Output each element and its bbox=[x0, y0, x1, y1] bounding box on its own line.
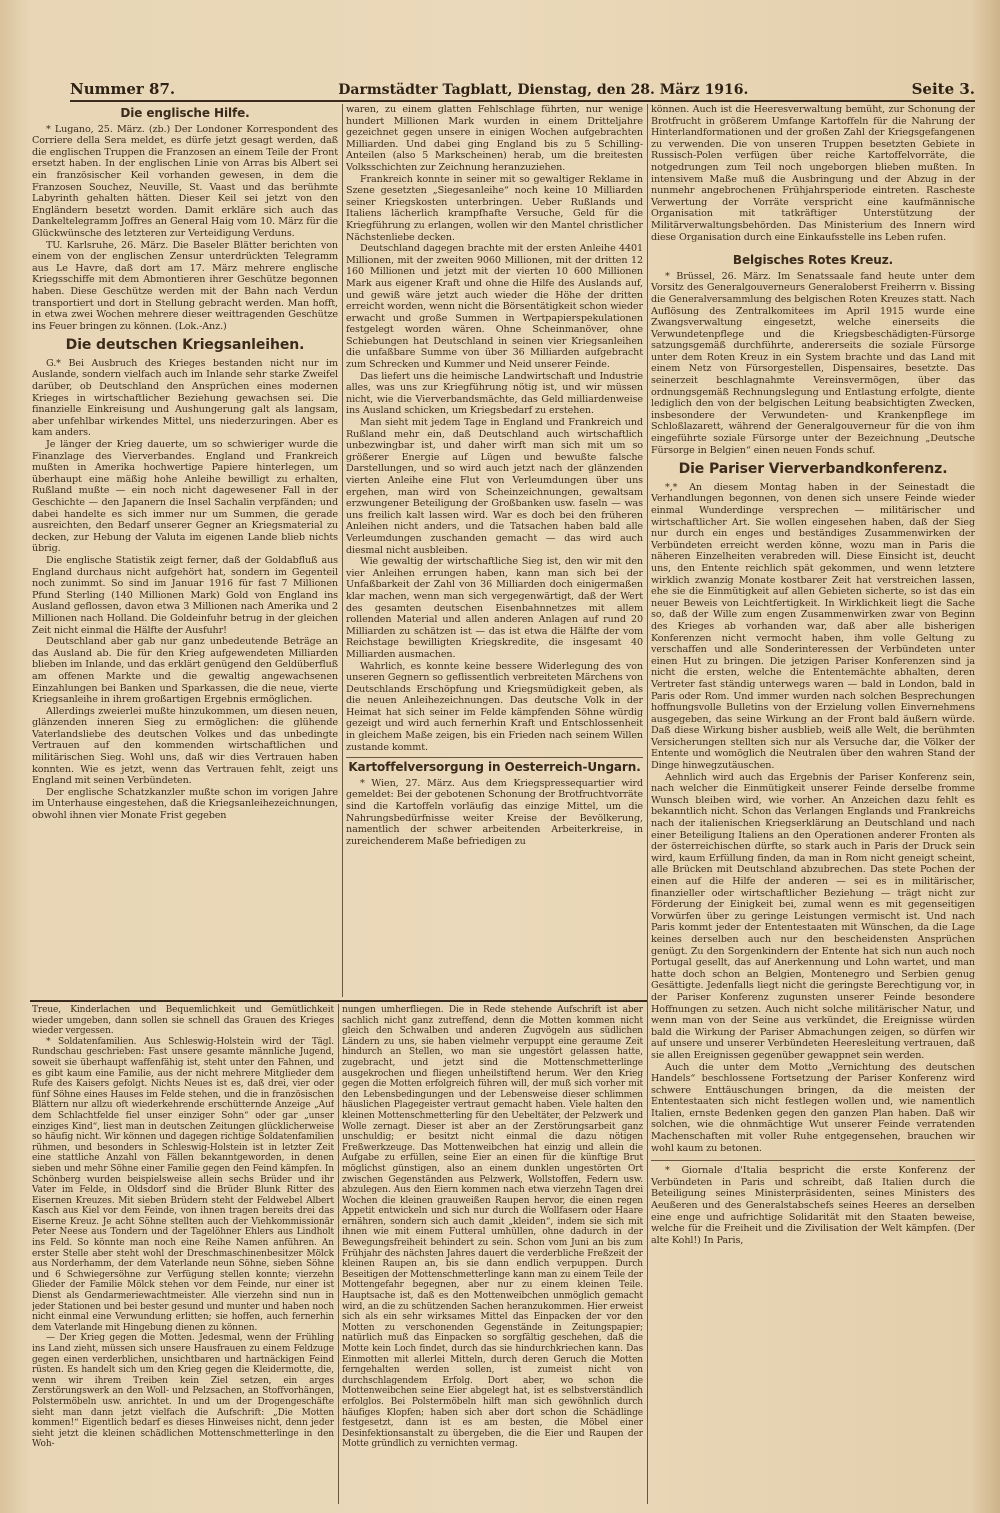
paragraph: Wie gewaltig der wirtschaftliche Sieg ist, den wir mit den vier Anleihen errungen haben, kann man sich bei der Unfaßbarkeit der Zahl von 36 Milliarden doch einigermaßen klar machen, wenn man sich vergegenwärtigt, daß der Wert des gesamten deutschen Eisenbahnnetzes mit allem rollenden Material und allen anderen Anlagen auf rund 20 Milliarden zu schätzen ist — das ist etwa die Hälfte der vom Reichstage bewilligten Kriegskredite, die insgesamt 40 Milliarden ausmachen. bbox=[346, 556, 643, 660]
paragraph: G.* Bei Ausbruch des Krieges bestanden nicht nur im Auslande, sondern vielfach auch im Inlande sehr starke Zweifel darüber, ob Deutschland den Ansprüchen eines modernen Krieges in wirtschaftlicher Beziehung gewachsen sei. Die finanzielle Einkreisung und Aushungerung galt als langsam, aber unfehlbar wirkendes Mittel, uns niederzuringen. Aber es kam anders. bbox=[32, 357, 338, 439]
column-3 bbox=[651, 104, 975, 1504]
paragraph: Wahrlich, es konnte keine bessere Widerlegung des von unseren Gegnern so geflissentlich verbreiteten Märchens von Deutschlands Erschöpfung und Kriegsmüdigkeit geben, als die neuen Anleihezeichnungen. Das deutsche Volk in der Heimat hat sich seiner im Felde kämpfenden Söhne würdig gezeigt und wird auch fernerhin Kraft und Entschlossenheit in gleichem Maße zeigen, bis ein Frieden nach seinem Willen zustande kommt. bbox=[346, 660, 643, 753]
article-english-help bbox=[32, 108, 338, 332]
article-war-loans bbox=[32, 337, 338, 822]
page-number: Seite 3. bbox=[911, 80, 975, 98]
paragraph: Deutschland dagegen brachte mit der ersten Anleihe 4401 Millionen, mit der zweiten 9060 Millionen, mit der dritten 12 160 Millionen und jetzt mit der vierten 10 600 Millionen Mark aus eigener Kraft und ohne die Hilfe des Auslands auf, und gewiß wäre jetzt auch wieder die Höhe der dritten erreicht worden, wenn nicht die Börsentätigkeit schon wieder erwacht und große Summen in Wertpapierspekulationen festgelegt worden wären. Ohne Scheinmanöver, ohne Schiebungen hat Deutschland in seinen vier Kriegsanleihen die unfaßbare Summe von über 36 Milliarden aufgebracht zum Schrecken und Kummer und Neid unserer Feinde. bbox=[346, 243, 643, 371]
paragraph: TU. Karlsruhe, 26. März. Die Baseler Blätter berichten von einem von der englischen Zensur unterdrückten Telegramm aus Le Havre, daß dort am 17. März mehrere englische Kriegsschiffe mit dem Abmontieren ihrer Geschütze begonnen haben. Diese Geschütze werden mit der Bahn nach Verdun transportiert und dort in Stellung gebracht werden. Man hofft, in etwa zwei Wochen mehrere dieser weittragenden Geschütze ins Feuer bringen zu können. (Lok.-Anz.) bbox=[32, 239, 338, 332]
article-paris-conference bbox=[651, 461, 975, 1246]
paragraph: * Lugano, 25. März. (zb.) Der Londoner Korrespondent des Corriere della Sera meldet, es dürfe jetzt gesagt werden, daß die englischen Truppen die Franzosen an einem Teile der Front ersetzt haben. In der englischen Linie von Arras bis Albert sei ein französischer Keil vorhanden gewesen, in dem die Franzosen Souchez, Neuville, St. Vaast und das berühmte Labyrinth gehalten hätten. Dieser Keil sei jetzt von den Engländern besetzt worden. Damit erkläre sich auch das Dankeltelegramm Joffres an General Haig vom 10. März für die Glückwünsche des letzteren zur Verteidigung Verduns. bbox=[32, 123, 338, 239]
paragraph: * Giornale d'Italia bespricht die erste Konferenz der Verbündeten in Paris und schreibt, daß Italien durch die Beteiligung seines Ministerpräsidenten, seines Ministers des Aeußeren und des Generalstabschefs seines Heeres an derselben eine enge und aufrichtige Solidarität mit den Staaten beweise, welche für die Freiheit und die Zivilisation der Welt kämpfen. (Der alte Kohl!) In Paris, bbox=[651, 1160, 975, 1246]
headline: Die englische Hilfe. bbox=[120, 106, 250, 120]
paragraph: nungen umherfliegen. Die in Rede stehende Aufschrift ist aber sachlich nicht ganz zutreffend, denn die Motten kommen nicht gleich den Schwalben und anderen Zugvögeln aus südlichen Ländern zu uns, sie haben vielmehr verpuppt eine geraume Zeit hindurch an Stellen, wo man sie ungestört gelassen hatte, zugebracht, und jetzt sind die Mottenschmetterlinge ausgekrochen und fliegen unheilstiftend herum. Wer den Krieg gegen die Motten erfolgreich führen will, der muß sich vorher mit den Lebensbedingungen und der Lebensweise dieser schlimmen häuslichen Plagegeister vertraut gemacht haben. Viele halten den kleinen Mottenschmetterling für den Uebeltäter, der Pelzwerk und Wolle zernagt. Dieser ist aber an der Zerstörungsarbeit ganz unschuldig; er besitzt nicht einmal die dazu nötigen Freßwerkzeuge. Das Mottenweibchen hat einzig und allein die Aufgabe zu erfüllen, seine Eier an einen für die künftige Brut möglichst günstigen, also an einem dunklen ungestörten Ort zwischen Gegenständen aus Pelzwerk, Wollstoffen, Federn usw. abzulegen. Aus den Eiern kommen nach etwa vierzehn Tagen drei Wochen die kleinen grauweißen Raupen hervor, die einen regen Appetit entwickeln und sich nur durch die Wollfasern oder Haare ernähren, sondern sich auch damit „kleiden“, indem sie sich mit ihnen wie mit einem Futteral umhüllen, ohne dadurch in der Bewegungsfreiheit behindert zu sein. Schon vom Juni an bis zum Frühjahr des nächsten Jahres dauert die verderbliche Freßzeit der kleinen Raupen an, bis sie dann endlich verpuppen. Durch Beseitigen der Mottenschmetterlinge kann man zu einem Teile der Mottengefahr begegnen, aber nur zu einem kleinen Teile. Hauptsache ist, daß es den Mottenweibchen unmöglich gemacht wird, an die zu schützenden Sachen heranzukommen. Hier erweist sich als ein sehr wirksames Mittel das Einpacken der vor den Motten zu verschonenden Gegenstände in Zeitungspapier; natürlich muß das Einpacken so sorgfältig geschehen, daß die Motte kein Loch findet, durch das sie hindurchkriechen kann. Das Einmotten mit allerlei Mitteln, durch deren Geruch die Motten ferngehalten werden sollen, ist zumeist nicht von durchschlagendem Erfolg. Dort aber, wo schon die Mottenweibchen seine Eier abgelegt hat, ist es selbstverständlich erfolglos. Bei Polstermöbeln hilft man sich gewöhnlich durch häufiges Klopfen; haben sich aber dort schon die Schädlinge festgesetzt, dann ist es am besten, die Möbel einer Desinfektionsanstalt zu übergeben, die die Eier und Raupen der Motte gründlich zu vernichten vermag. bbox=[342, 1005, 643, 1450]
headline: Belgisches Rotes Kreuz. bbox=[732, 253, 894, 268]
paragraph: Das liefert uns die heimische Landwirtschaft und Industrie alles, was uns zur Kriegführung nötig ist, und wir müssen nicht, wie die Vierverbandsmächte, das Geld milliardenweise ins Ausland schicken, um Kriegsbedarf zu erstehen. bbox=[346, 370, 643, 417]
article-potato-supply bbox=[346, 757, 643, 847]
paragraph: Deutschland aber gab nur ganz unbedeutende Beträge an das Ausland ab. Die für den Krieg aufgewendeten Milliarden blieben im Inlande, und das erklärt genügend den Geldüberfluß am offenen Markte und die gewaltig angewachsenen Einzahlungen bei Banken und Sparkassen, die die neue, vierte Kriegsanleihe in ihrem großartigen Ergebnis ermöglichen. bbox=[32, 636, 338, 706]
paragraph: waren, zu einem glatten Fehlschlage führten, nur wenige hundert Millionen Mark wurden in einem Dritteljahre gezeichnet gegen unsere in einigen Wochen aufgebrachten Milliarden. Und dabei ging England bis zu 5 Schilling-Anteilen (also 5 Markscheinen) herab, um die breitesten Volksschichten zur Zeichnung heranzuziehen. bbox=[346, 104, 643, 173]
page-header bbox=[70, 76, 975, 98]
paragraph: Man sieht mit jedem Tage in England und Frankreich und Rußland mehr ein, daß Deutschland auch wirtschaftlich unbezwingbar ist, und daher wirft man sich mit um so größerer Energie auf Lügen und bewußte falsche Darstellungen, und so wird auch jetzt nach der glänzenden vierten Anleihe eine Flut von Verleumdungen über uns ergehen, man wird von Scheinzeichnungen, gewaltsam erzwungener Beteiligung der Großbanken usw. faseln — was uns freilich kalt lassen wird. War es doch bei den früheren Anleihen nicht anders, und die Tatsachen haben bald alle Verleumdungen zuschanden gemacht — das wird auch diesmal nicht ausbleiben. bbox=[346, 417, 643, 556]
issue-number: Nummer 87. bbox=[70, 80, 176, 98]
column-1 bbox=[32, 104, 338, 997]
column-divider bbox=[342, 104, 343, 997]
paragraph: können. Auch ist die Heeresverwaltung bemüht, zur Schonung der Brotfrucht in größerem Umfange Kartoffeln für die Nahrung der Hinterlandformationen und der großen Zahl der Kriegsgefangenen zu verwenden. Die von unseren Truppen besetzten Gebiete in Russisch-Polen verfügen über reiche Kartoffelvorräte, die notgedrungen zum Teil noch ungeborgen blieben mußten. In intensivem Maße muß die Ausbringung und der Abzug in der nunmehr angebrochenen Frühjahrsperiode eintreten. Rascheste Verwertung der Vorräte verspricht eine kaufmännische Organisation mit tatkräftiger Unterstützung der Militärverwaltungsbehörden. Das Ministerium des Innern wird diese Organisation durch eine Einkaufsstelle ins Leben rufen. bbox=[651, 104, 975, 243]
headline: Kartoffelversorgung in Oesterreich-Ungarn. bbox=[346, 757, 643, 774]
paragraph: Frankreich konnte in seiner mit so gewaltiger Reklame in Szene gesetzten „Siegesanleihe“ noch keine 10 Milliarden seiner Kriegskosten unterbringen. Ueber Rußlands und Italiens lächerlich krampfhafte Versuche, Geld für die Kriegführung zu erlangen, wollen wir den Mantel christlicher Nächstenliebe decken. bbox=[346, 173, 643, 243]
column-divider bbox=[338, 1004, 339, 1504]
paragraph: Auch die unter dem Motto „Vernichtung des deutschen Handels“ beschlossene Fortsetzung der Pariser Konferenz wird schwere Enttäuschungen bringen, da die meisten der Ententestaaten sich nicht festlegen wollen und, wie namentlich Italien, ernste Bedenken gegen den ganzen Plan haben. Daß wir solchen, wie die ohnmächtige Wut unserer Feinde verratenden Machenschaften mit voller Ruhe entgegensehen, brauchen wir wohl kaum zu betonen. bbox=[651, 1061, 975, 1154]
paragraph: *,* An diesem Montag haben in der Seinestadt die Verhandlungen begonnen, von denen sich unsere Feinde wieder einmal Wunderdinge versprechen — militärischer und wirtschaftlicher Art. Sie wollen eingesehen haben, daß der Sieg nur durch ein enges und beständiges Zusammenwirken der Verbündeten erreicht werden könne, wozu man in Paris die näheren Einzelheiten verabreden will. Diese Einsicht ist, deucht uns, den Entente reichlich spät gekommen, und wenn letztere wirklich zwanzig Monate kostbarer Zeit hat verstreichen lassen, ehe sie die Einmütigkeit auf allen Gebieten sicherte, so ist das ein neuer Beweis von Leichtfertigkeit. In Wirklichkeit liegt die Sache so, daß der Wille zum engen Zusammenwirken zwar von Beginn des Krieges ab vorhanden war, daß aber alle bisherigen Konferenzen nicht vermocht haben, ihm volle Geltung zu verschaffen und alle Sonderinteressen der Verbündeten unter einen Hut zu bringen. Die jetzigen Pariser Konferenzen sind ja nicht die ersten, welche die Ententemächte abhalten, deren Vertreter fast ständig unterwegs waren — bald in London, bald in Paris oder Rom. Und immer wurden nach solchen Besprechungen hoffnungsvolle Bulletins von der Erzielung vollen Einvernehmens ausgegeben, das seine Wirkung an der Front bald äußern würde. Daß diese Wirkung bisher ausblieb, weiß alle Welt, die berühmten Versicherungen stellten sich nur als Versuche dar, die Völker der Entente und womöglich die Neutralen über den wahren Stand der Dinge hinwegzutäuschen. bbox=[651, 481, 975, 772]
column-2 bbox=[346, 104, 643, 997]
headline: Die Pariser Vierverbandkonferenz. bbox=[678, 461, 948, 478]
paragraph: Die englische Statistik zeigt ferner, daß der Goldabfluß aus England durchaus nicht aufgehört hat, sondern im Gegenteil noch zunimmt. So sind im Januar 1916 für fast 7 Millionen Pfund Sterling (140 Millionen Mark) Gold von England ins Ausland geflossen, davon etwa 3 Millionen nach Amerika und 2 Millionen nach Holland. Die Goldeinfuhr betrug in der gleichen Zeit nicht einmal die Hälfte der Ausfuhr! bbox=[32, 554, 338, 636]
masthead-date: Darmstädter Tagblatt, Dienstag, den 28. März 1916. bbox=[338, 82, 749, 98]
article-belgian-red-cross bbox=[651, 255, 975, 456]
headline: Die deutschen Kriegsanleihen. bbox=[65, 337, 305, 354]
feuilleton-middle bbox=[342, 1005, 643, 1505]
paragraph: Aehnlich wird auch das Ergebnis der Pariser Konferenz sein, nach welcher die Einmütigkeit unserer Feinde derselbe fromme Wunsch bleiben wird, wie vorher. An Anzeichen dazu fehlt es bekanntlich nicht. Schon das Verlangen Englands und Frankreichs nach der italienischen Kriegserklärung an Deutschland und nach einer Beteiligung Italiens an den Operationen anderer Fronten als der österreichischen dürfte, so stark auch in Paris der Druck sein wird, kaum Erfüllung finden, da man in Rom nicht geneigt scheint, alle Brücken mit Deutschland abzubrechen. Das stete Pochen der einen auf die Hilfe der anderen — sei es in militärischer, finanzieller oder wirtschaftlicher Beziehung — trägt nicht zur Förderung der Einigkeit bei, zumal wenn es mit gegenseitigen Vorwürfen über zu geringe Leistungen vermischt ist. Und nach Paris kommt jeder der Ententestaaten mit Wünschen, da die Lage keines derselben auch nur den bescheidensten Ansprüchen genügt. Zu den Sorgenkindern der Entente hat sich nun auch noch Portugal gesellt, das auf Anerkennung und Lohn wartet, und man hatte doch schon an Belgien, Montenegro und Serbien genug Gesättigte. Jedenfalls liegt nicht die geringste Berechtigung vor, in der Pariser Konferenz zugunsten unserer Feinde besondere Hoffnungen zu setzen. Auch nicht solche militärischer Natur, und wenn man von der Seine aus verkündet, die Ereignisse würden bald die Wirkung der Pariser Abmachungen zeigen, so dürfen wir auf unsere und unserer Verbündeten Heeresleitung vertrauen, daß sie allen Ereignissen gegenüber gewappnet sein werden. bbox=[651, 771, 975, 1061]
paragraph: * Soldatenfamilien. Aus Schleswig-Holstein wird der Tägl. Rundschau geschrieben: Fast unsere gesamte männliche Jugend, soweit sie überhaupt waffenfähig ist, steht unter den Fahnen, und es gibt kaum eine Familie, aus der nicht mehrere Mitglieder dem Rufe des Kaisers gefolgt. Nichts Neues ist es, daß drei, vier oder fünf Söhne eines Hauses im Felde stehen, und die in französischen Blättern nur allzu oft wiederkehrende erschütternde Anzeige „Auf dem Schlachtfelde fiel unser einziger Sohn“ oder gar „unser einziges Kind“, liest man in deutschen Zeitungen glücklicherweise so häufig nicht. Wir können und dagegen richtige Soldatenfamilien rühmen, und besonders in Schleswig-Holstein ist in letzter Zeit eine stattliche Anzahl von Fällen bekanntgeworden, in denen sieben und mehr Söhne einer Familie gegen den Feind kämpfen. In Schönberg wurden beispielsweise allein sechs Brüder und ihr Vater im Felde, in Oldsdorf sind die Brüder Blunk Ritter des Eisernen Kreuzes. Mit sieben Brüdern steht der Feldwebel Albert Kasch aus Kiel vor dem Feinde, von ihnen tragen bereits drei das Eiserne Kreuz. Je acht Söhne stellten auch der Viehkommissionär Peter Neese aus Tondern und der Tagelöhner Ehlers aus Lindholt ins Feld. So könnte man noch eine Reihe Namen anführen. An erster Stelle aber steht wohl der Dreschmaschinenbesitzer Mölck aus Norderhamm, der dem Vaterlande neun Söhne, sieben Söhne und 6 Schwiegersöhne zur Verfügung stellen konnte; vierzehn Glieder der Familie Mölck stehen vor dem Feinde, nur einer ist Dienst als Gendarmeriewachtmeister. Alle vierzehn sind nun in jeder Stationen und bei bester gesund und munter und haben noch nicht einmal eine Verwundung erlitten; sie hoffen, auch fernerhin dem Vaterlande mit Hingebung dienen zu können. bbox=[32, 1036, 334, 1333]
paragraph: Je länger der Krieg dauerte, um so schwieriger wurde die Finanzlage des Vierverbandes. England und Frankreich mußten in Amerika hochwertige Papiere hinterlegen, um überhaupt eine mäßig hohe Anleihe bewilligt zu erhalten, Rußland mußte — ein noch nicht dagewesener Fall in der Geschichte — den Japanern die Insel Sachalin verpfänden; und dabei handelte es sich immer nur um Summen, die gerade ausreichten, den Bedarf unserer Gegner an Kriegsmaterial zu decken, zur Hebung der Valuta im eigenen Lande blieb nichts übrig. bbox=[32, 439, 338, 555]
paragraph: * Brüssel, 26. März. Im Senatssaale fand heute unter dem Vorsitz des Generalgouverneurs Generaloberst Freiherrn v. Bissing die Generalversammlung des belgischen Roten Kreuzes statt. Nach Auflösung des Zentralkomitees im April 1915 wurde eine Zwangsverwaltung eingesetzt, welche einerseits die Verwundetenpflege und die Kriegsbeschädigten-Fürsorge satzungsgemäß durchführte, andererseits die soziale Fürsorge unter dem Roten Kreuz in ein System brachte und das Land mit einem Netz von Fürsorgestellen, Dispensaires, besetzte. Das seinerzeit beschlagnahmte Vereinsvermögen, über das ordnungsgemäß Rechnungslegung und Entlastung erfolgte, diente lediglich den von der belgischen Leitung beabsichtigten Zwecken, insbesondere der Verwundeten- und Krankenpflege im Schloßlazarett, während der Generalgouverneur für die von ihm eingeführte soziale Fürsorge unter der Bezeichnung „Deutsche Fürsorge in Belgien“ einen neuen Fonds schuf. bbox=[651, 270, 975, 456]
paragraph: — Der Krieg gegen die Motten. Jedesmal, wenn der Frühling ins Land zieht, müssen sich unsere Hausfrauen zu einem Feldzuge gegen einen verderblichen, unsichtbaren und hartnäckigen Feind rüsten. Es handelt sich um den Krieg gegen die Kleidermotte, die, wenn wir ihrem Treiben kein Ziel setzen, ein arges Zerstörungswerk an den Woll- und Pelzsachen, an Stoffvorhängen, Polstermöbeln usw. anrichtet. In und um der Drogengeschäfte sieht man dann jetzt vielfach die Aufschrift: „Die Motten kommen!“ Eigentlich bedarf es dieses Hinweises nicht, denn jeder sieht jetzt die kleinen schädlichen Mottenschmetterlinge in den Woh- bbox=[32, 1333, 334, 1450]
paragraph: * Wien, 27. März. Aus dem Kriegspressequartier wird gemeldet: Bei der gebotenen Schonung der Brotfruchtvorräte sind die Kartoffeln vorläufig das einzige Mittel, um die Nahrungsbedürfnisse weiter Kreise der Bevölkerung, namentlich der schwer arbeitenden Arbeiterkreise, in zureichenderem Maße befriedigen zu bbox=[346, 777, 643, 847]
column-divider bbox=[647, 104, 648, 1504]
feuilleton-left bbox=[32, 1005, 334, 1505]
paragraph: Allerdings zweierlei mußte hinzukommen, um diesen neuen, glänzenden inneren Sieg zu ermöglichen: die glühende Vaterlandsliebe des deutschen Volkes und das unbedingte Vertrauen auf den kommenden wirtschaftlichen und militärischen Sieg. Wohl uns, daß wir dies Vertrauen haben konnten. Wie es jetzt, wenn das Vertrauen fehlt, zeigt uns England mit seinen Verbündeten. bbox=[32, 705, 338, 787]
paragraph: Der englische Schatzkanzler mußte schon im vorigen Jahre im Unterhause eingestehen, daß die Kriegsanleihezeichnungen, obwohl ihnen vier Monate Frist gegeben bbox=[32, 786, 338, 822]
header-rule bbox=[70, 100, 975, 102]
feuilleton-rule bbox=[30, 1000, 647, 1002]
paragraph: Treue, Kinderlachen und Bequemlichkeit und Gemütlichkeit wieder umgeben, dann sollen sie schnell das Grauen des Krieges wieder vergessen. bbox=[32, 1005, 334, 1037]
